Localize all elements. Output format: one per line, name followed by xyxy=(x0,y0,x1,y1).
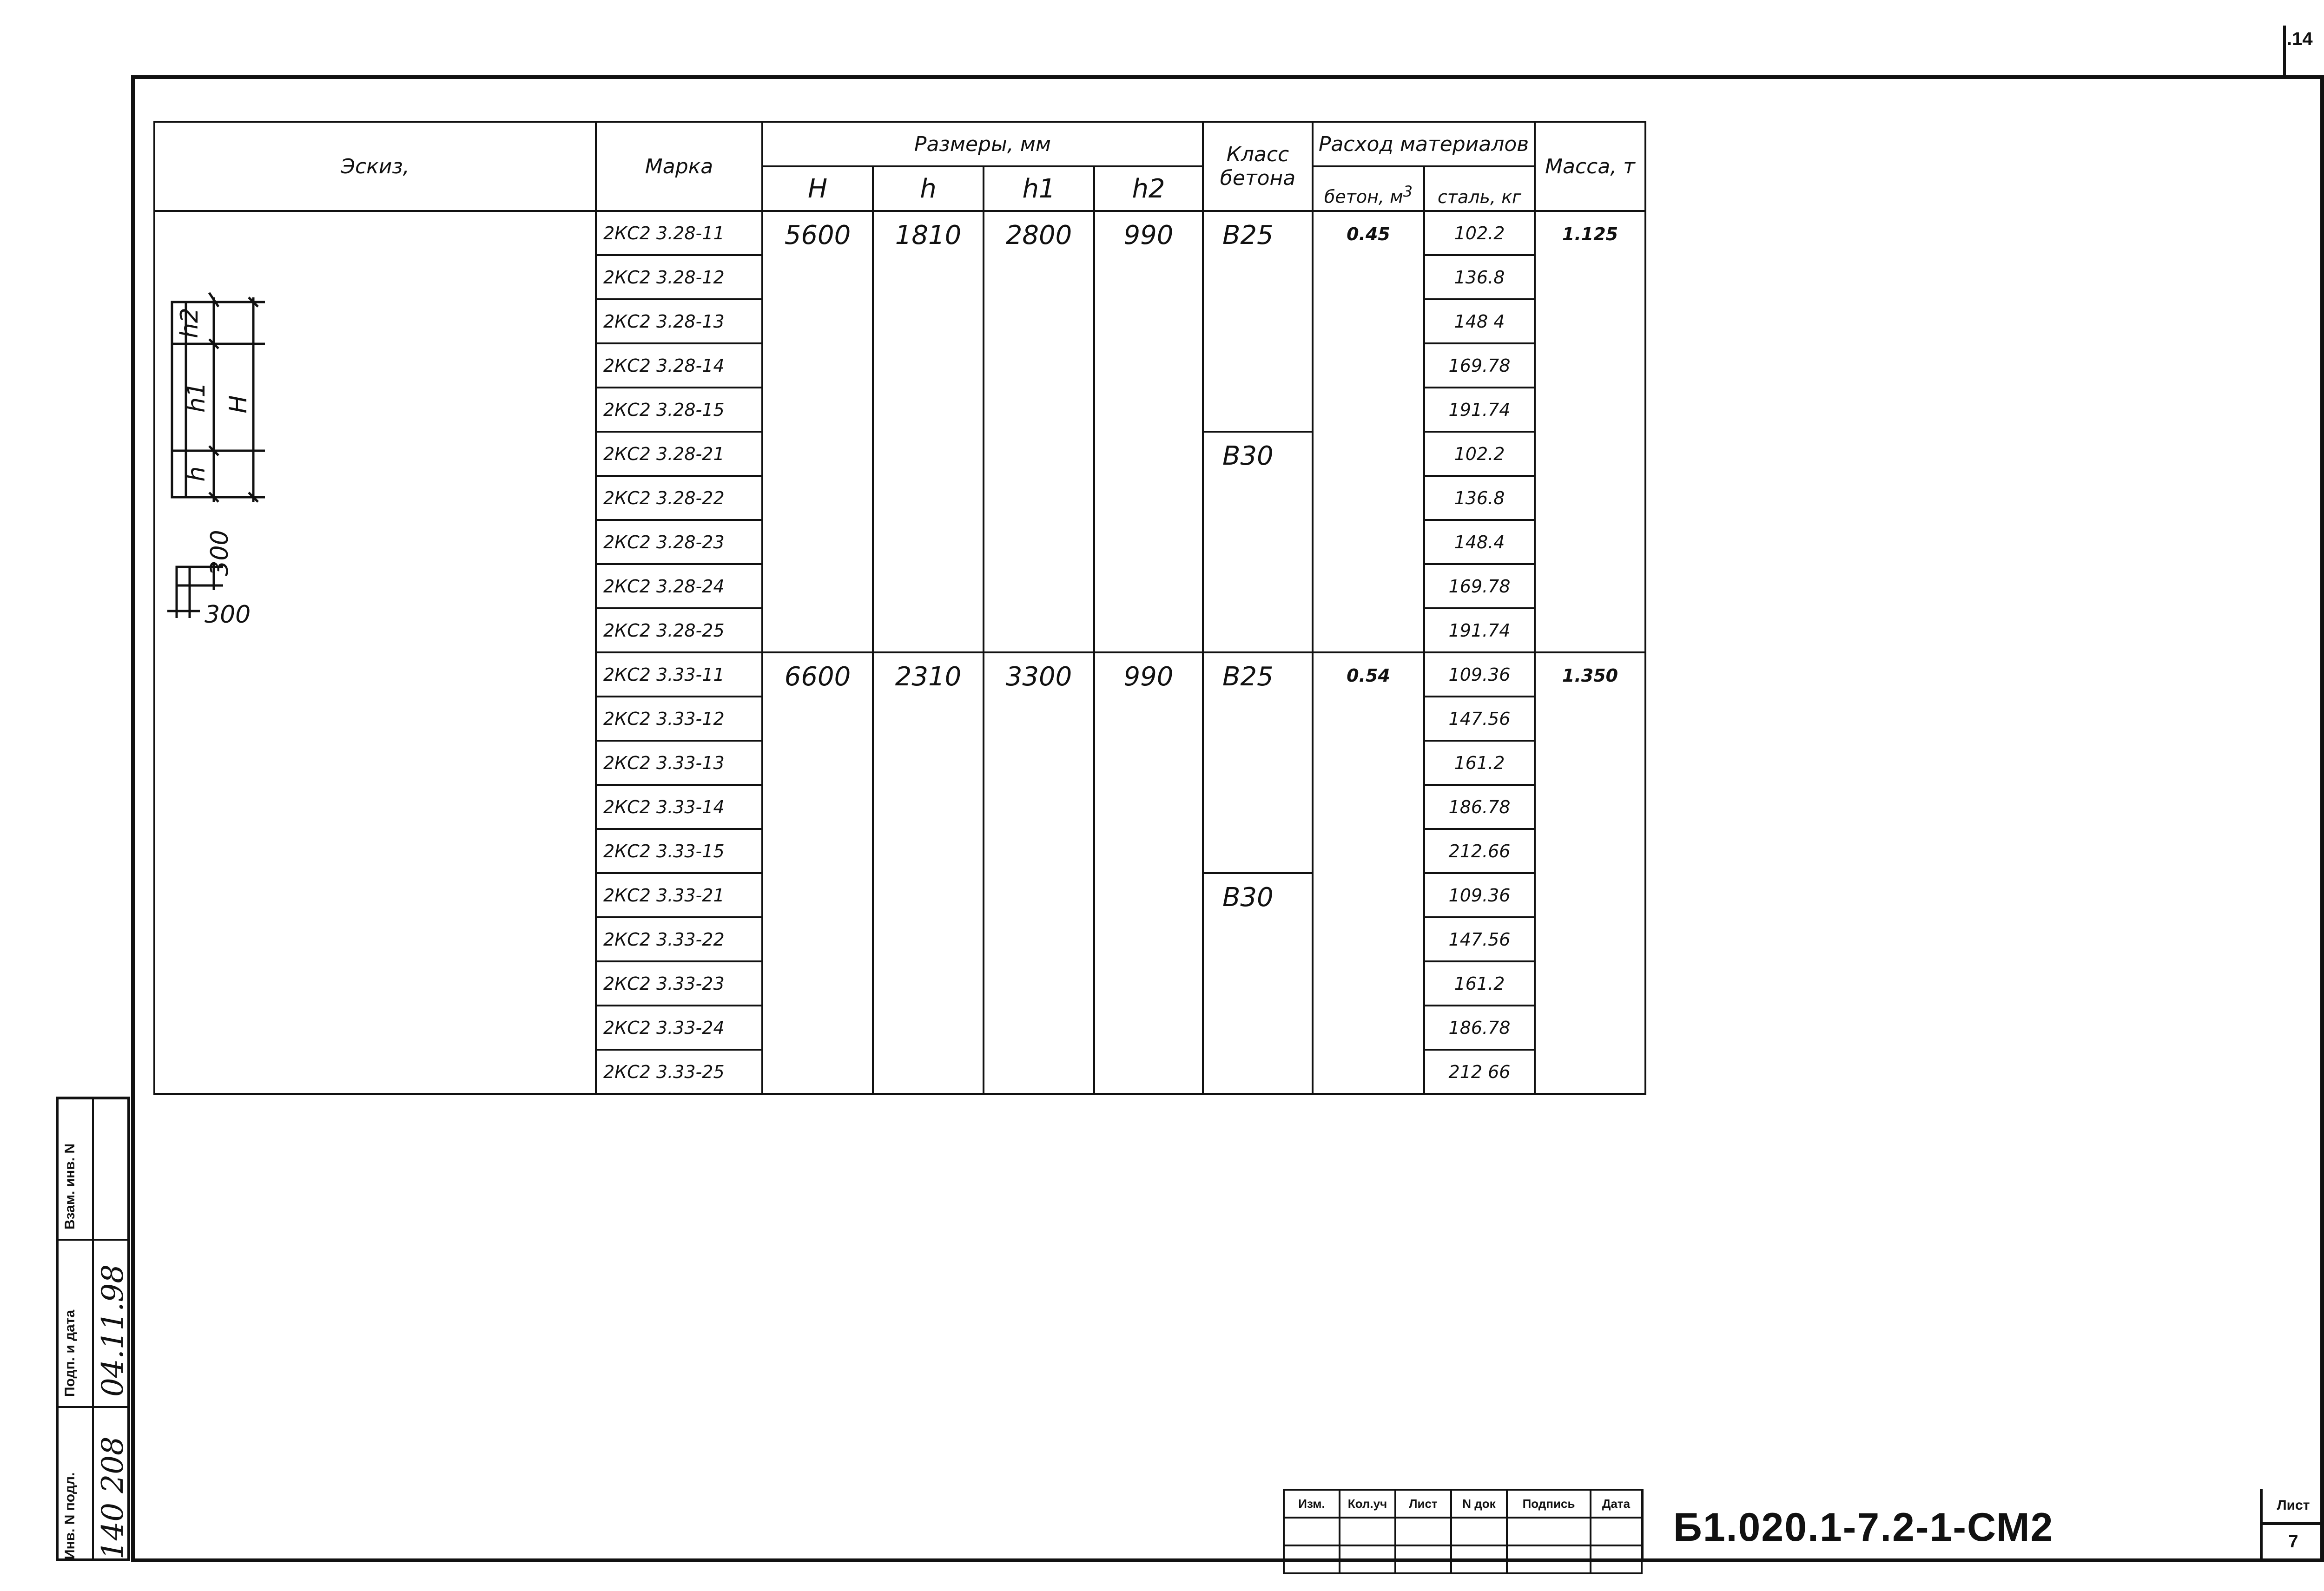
title-block-revisions xyxy=(1283,1489,1643,1574)
rev-col-sign: Подпись xyxy=(1507,1490,1591,1518)
steel-cell: 186.78 xyxy=(1424,785,1535,829)
section-dim-b: 300 xyxy=(205,601,251,629)
steel-cell: 136.8 xyxy=(1424,476,1535,520)
inv-value: 140 208 xyxy=(96,1436,130,1559)
concrete-volume-cell: 0.45 xyxy=(1313,211,1424,652)
dim-H-cell: 5600 xyxy=(762,211,873,652)
dim-label-h: h xyxy=(183,466,211,482)
mark-cell: 2КС2 3.28-21 xyxy=(596,432,762,476)
dim-label-h2: h2 xyxy=(176,307,204,339)
rev-col-izm: Изм. xyxy=(1284,1490,1340,1518)
mark-cell: 2КС2 3.28-12 xyxy=(596,255,762,299)
mark-cell: 2КС2 3.33-12 xyxy=(596,697,762,741)
sheet-number-box xyxy=(2260,1489,2324,1562)
steel-cell: 212 66 xyxy=(1424,1050,1535,1094)
mark-cell: 2КС2 3.33-13 xyxy=(596,741,762,785)
steel-cell: 148 4 xyxy=(1424,299,1535,343)
mark-cell: 2КС2 3.28-23 xyxy=(596,520,762,564)
left-approval-stamp xyxy=(56,1097,130,1561)
document-code: Б1.020.1-7.2-1-СМ2 xyxy=(1673,1505,2054,1550)
mark-cell: 2КС2 3.33-21 xyxy=(596,873,762,917)
steel-cell: 136.8 xyxy=(1424,255,1535,299)
concrete-class-cell: B25 xyxy=(1203,652,1313,873)
mark-cell: 2КС2 3.28-14 xyxy=(596,343,762,388)
steel-cell: 147.56 xyxy=(1424,917,1535,961)
steel-cell: 109.36 xyxy=(1424,873,1535,917)
dim-h1-cell: 2800 xyxy=(984,211,1094,652)
sign-label: Подп. и дата xyxy=(62,1309,78,1397)
dim-label-H: H xyxy=(224,395,252,414)
rev-col-list: Лист xyxy=(1395,1490,1451,1518)
header-materials: Расход материалов xyxy=(1313,122,1535,166)
replace-label: Взам. инв. N xyxy=(62,1143,78,1229)
table-row xyxy=(154,211,1645,255)
mark-cell: 2КС2 3.28-15 xyxy=(596,388,762,432)
header-H: H xyxy=(762,166,873,211)
steel-cell: 161.2 xyxy=(1424,961,1535,1006)
inv-label: Инв. N подл. xyxy=(62,1472,78,1559)
header-dimensions: Размеры, мм xyxy=(762,122,1203,166)
steel-cell: 102.2 xyxy=(1424,432,1535,476)
dim-H-cell: 6600 xyxy=(762,652,873,1094)
sheet-number: 7 xyxy=(2288,1532,2298,1552)
rev-col-date: Дата xyxy=(1591,1490,1642,1518)
dim-h-cell: 1810 xyxy=(873,211,984,652)
header-sketch: Эскиз, xyxy=(154,122,596,211)
sign-value: 04.11.98 xyxy=(96,1264,130,1397)
header-mark: Марка xyxy=(596,122,762,211)
rev-col-kol: Кол.уч xyxy=(1340,1490,1395,1518)
steel-cell: 191.74 xyxy=(1424,608,1535,652)
dim-h2-cell: 990 xyxy=(1094,211,1203,652)
header-h1: h1 xyxy=(984,166,1094,211)
steel-cell: 109.36 xyxy=(1424,652,1535,697)
rev-col-ndoc: N док xyxy=(1451,1490,1507,1518)
concrete-class-cell: B25 xyxy=(1203,211,1313,432)
header-concrete: бетон, $м^3$ xyxy=(1313,166,1424,211)
steel-cell: 147.56 xyxy=(1424,697,1535,741)
mark-cell: 2КС2 3.28-13 xyxy=(596,299,762,343)
header-mass: Масса, т xyxy=(1535,122,1645,211)
mark-cell: 2КС2 3.33-14 xyxy=(596,785,762,829)
header-h2: h2 xyxy=(1094,166,1203,211)
mark-cell: 2КС2 3.33-24 xyxy=(596,1006,762,1050)
mass-cell: 1.125 xyxy=(1535,211,1645,652)
steel-cell: 186.78 xyxy=(1424,1006,1535,1050)
section-dim-a: 300 xyxy=(206,530,234,576)
steel-cell: 169.78 xyxy=(1424,343,1535,388)
mark-cell: 2КС2 3.33-23 xyxy=(596,961,762,1006)
steel-cell: 169.78 xyxy=(1424,564,1535,608)
dim-h-cell: 2310 xyxy=(873,652,984,1094)
mark-cell: 2КС2 3.28-22 xyxy=(596,476,762,520)
header-steel: сталь, кг xyxy=(1424,166,1535,211)
steel-cell: 212.66 xyxy=(1424,829,1535,873)
mark-cell: 2КС2 3.28-24 xyxy=(596,564,762,608)
steel-cell: 161.2 xyxy=(1424,741,1535,785)
corner-mark xyxy=(2283,26,2286,77)
steel-cell: 148.4 xyxy=(1424,520,1535,564)
concrete-class-cell: B30 xyxy=(1203,432,1313,652)
header-concrete-class: Класс бетона xyxy=(1203,122,1313,211)
specification-table xyxy=(153,121,1646,1095)
mark-cell: 2КС2 3.33-15 xyxy=(596,829,762,873)
mark-cell: 2КС2 3.28-11 xyxy=(596,211,762,255)
header-h: h xyxy=(873,166,984,211)
corner-sheet-index: .14 xyxy=(2287,29,2313,49)
mass-cell: 1.350 xyxy=(1535,652,1645,1094)
dim-h2-cell: 990 xyxy=(1094,652,1203,1094)
concrete-class-cell: B30 xyxy=(1203,873,1313,1094)
steel-cell: 102.2 xyxy=(1424,211,1535,255)
section-outline xyxy=(177,567,190,585)
mark-cell: 2КС2 3.33-25 xyxy=(596,1050,762,1094)
mark-cell: 2КС2 3.33-22 xyxy=(596,917,762,961)
dim-label-h1: h1 xyxy=(183,381,211,413)
mark-cell: 2КС2 3.28-25 xyxy=(596,608,762,652)
sheet-label: Лист xyxy=(2263,1489,2324,1525)
mark-cell: 2КС2 3.33-11 xyxy=(596,652,762,697)
concrete-volume-cell: 0.54 xyxy=(1313,652,1424,1094)
dim-h1-cell: 3300 xyxy=(984,652,1094,1094)
steel-cell: 191.74 xyxy=(1424,388,1535,432)
column-sketch xyxy=(158,279,353,669)
